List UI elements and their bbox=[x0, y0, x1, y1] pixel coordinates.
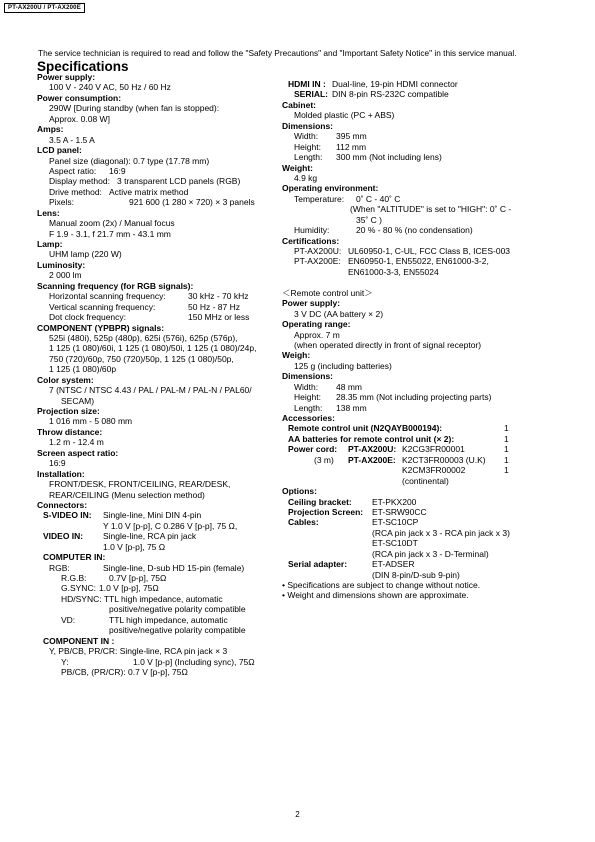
spec-text: ET-PKX200 bbox=[372, 496, 417, 507]
spec-text: • Weight and dimensions shown are approximate. bbox=[282, 590, 469, 601]
spec-text: Height: bbox=[294, 392, 321, 403]
spec-text: FRONT/DESK, FRONT/CEILING, REAR/DESK, bbox=[49, 479, 231, 490]
spec-heading: Ceiling bracket: bbox=[288, 496, 352, 507]
spec-text: Length: bbox=[294, 402, 323, 413]
spec-text: Temperature: bbox=[294, 193, 345, 204]
spec-text: • Specifications are subject to change without notice. bbox=[282, 580, 481, 590]
spec-text: 50 Hz - 87 Hz bbox=[188, 301, 240, 312]
spec-text: UL60950-1, C-UL, FCC Class B, ICES-003 bbox=[348, 246, 511, 256]
spec-heading: Projection Screen: bbox=[288, 506, 364, 517]
spec-text: 4.9 kg bbox=[294, 172, 318, 183]
spec-text: Pixels: bbox=[49, 197, 75, 208]
spec-text: F 1.9 - 3.1, f 21.7 mm - 43.1 mm bbox=[49, 228, 171, 239]
spec-heading: Lens: bbox=[37, 207, 60, 218]
spec-text: (When "ALTITUDE" is set to "HIGH": 0˚ C - bbox=[350, 204, 512, 215]
spec-text: Width: bbox=[294, 131, 319, 142]
spec-heading: Accessories: bbox=[282, 413, 335, 423]
spec-text: positive/negative polarity compatible bbox=[109, 625, 246, 636]
spec-text: REAR/CEILING (Menu selection method) bbox=[49, 489, 205, 500]
spec-text: EN61000-3-3, EN55024 bbox=[348, 266, 439, 277]
spec-text: Aspect ratio: bbox=[49, 165, 97, 176]
spec-heading: PT-AX200E: bbox=[348, 454, 396, 465]
spec-text: SECAM) bbox=[61, 395, 95, 406]
spec-text: UHM lamp (220 W) bbox=[49, 249, 122, 260]
spec-heading: Operating range: bbox=[282, 319, 351, 330]
spec-text: Vertical scanning frequency: bbox=[49, 301, 156, 312]
spec-text: 3 transparent LCD panels (RGB) bbox=[117, 176, 241, 187]
spec-text: 20 % - 80 % (no condensation) bbox=[356, 225, 473, 236]
spec-text: 3 V DC (AA battery × 2) bbox=[294, 308, 384, 319]
spec-text: 150 MHz or less bbox=[188, 312, 250, 323]
spec-heading: Amps: bbox=[37, 124, 64, 135]
spec-heading: Remote control unit (N2QAYB000194): bbox=[288, 423, 443, 434]
spec-heading: Power supply: bbox=[282, 298, 341, 309]
spec-heading: Cabinet: bbox=[282, 99, 316, 110]
spec-text: 2 000 lm bbox=[49, 270, 82, 281]
spec-text: 125 g (including batteries) bbox=[294, 360, 392, 371]
spec-text: Y: bbox=[61, 656, 69, 667]
spec-text: 1 125 (1 080)/60p bbox=[49, 364, 117, 375]
spec-heading: Connectors: bbox=[37, 499, 88, 510]
spec-heading: Screen aspect ratio: bbox=[37, 447, 119, 458]
spec-heading: COMPONENT IN : bbox=[43, 635, 115, 646]
spec-heading: Weigh: bbox=[282, 350, 311, 361]
spec-heading: Power cord: bbox=[288, 444, 338, 455]
spec-text: 138 mm bbox=[336, 402, 367, 413]
spec-heading: HDMI IN : bbox=[288, 79, 326, 89]
spec-text: 300 mm (Not including lens) bbox=[336, 152, 442, 163]
intro-note: The service technician is required to read and follow the "Safety Precautions" and "Important Safety Notice" in this service manual. bbox=[38, 48, 517, 58]
spec-heading: Serial adapter: bbox=[288, 559, 348, 570]
spec-heading: Weight: bbox=[282, 162, 314, 173]
spec-heading: VIDEO IN: bbox=[43, 531, 84, 542]
spec-text: 1 bbox=[504, 444, 509, 455]
spec-text: 0.7V [p-p], 75Ω bbox=[109, 573, 167, 583]
spec-text: EN60950-1, EN55022, EN61000-3-2, bbox=[348, 256, 489, 267]
spec-text: 1 125 (1 080)/60i, 1 125 (1 080)/50i, 1 125 (1 080)/24p, bbox=[49, 343, 257, 354]
spec-text: 3.5 A - 1.5 A bbox=[49, 134, 95, 145]
spec-text: VD: bbox=[61, 614, 76, 625]
spec-text: K2CT3FR00003 (U.K) bbox=[402, 454, 486, 465]
spec-text: 1 bbox=[504, 454, 509, 465]
spec-text: 1 bbox=[504, 465, 509, 476]
spec-text: 48 mm bbox=[336, 381, 362, 392]
spec-text: 395 mm bbox=[336, 131, 367, 142]
spec-text: 290W [During standby (when fan is stopped): bbox=[49, 103, 220, 114]
spec-text: 1.0 V [p-p] (Including sync), 75Ω bbox=[133, 656, 255, 667]
spec-text: 16:9 bbox=[49, 458, 66, 469]
spec-text: 1 016 mm - 5 080 mm bbox=[49, 416, 133, 427]
spec-text: Drive method: bbox=[49, 186, 102, 197]
spec-text: ET-SC10DT bbox=[372, 538, 418, 549]
spec-text: 7 (NTSC / NTSC 4.43 / PAL / PAL-M / PAL-N / PAL60/ bbox=[49, 385, 252, 396]
spec-text: Single-line, D-sub HD 15-pin (female) bbox=[103, 562, 245, 573]
spec-text: (3 m) bbox=[314, 454, 334, 465]
spec-text: Dual-line, 19-pin HDMI connector bbox=[332, 79, 458, 89]
spec-heading: Power consumption: bbox=[37, 92, 122, 103]
spec-text: ET-ADSER bbox=[372, 559, 415, 570]
spec-text: Panel size (diagonal): 0.7 type (17.78 mm) bbox=[49, 155, 210, 166]
spec-text: (DIN 8-pin/D-sub 9-pin) bbox=[372, 569, 460, 580]
spec-text: 921 600 (1 280 × 720) × 3 panels bbox=[129, 197, 255, 208]
spec-heading: Dimensions: bbox=[282, 120, 334, 131]
spec-text: (RCA pin jack x 3 - RCA pin jack x 3) bbox=[372, 527, 510, 538]
spec-text: Width: bbox=[294, 381, 319, 392]
spec-heading: Installation: bbox=[37, 468, 85, 479]
spec-heading: COMPUTER IN: bbox=[43, 552, 106, 563]
spec-text: Height: bbox=[294, 141, 321, 152]
spec-text: (when operated directly in front of signal receptor) bbox=[294, 339, 482, 350]
spec-text: PB/CB, (PR/CR): 0.7 V [p-p], 75Ω bbox=[61, 666, 188, 677]
spec-text: 0˚ C - 40˚ C bbox=[356, 193, 401, 204]
spec-text: PT-AX200U: bbox=[294, 246, 342, 256]
spec-text: 28.35 mm (Not including projecting parts) bbox=[336, 392, 492, 403]
spec-text: PT-AX200E: bbox=[294, 256, 341, 267]
spec-text: ＜Remote control unit＞ bbox=[282, 287, 373, 298]
spec-text: Dot clock frequency: bbox=[49, 312, 127, 323]
spec-text: Y, PB/CB, PR/CR: Single-line, RCA pin jack × 3 bbox=[49, 646, 228, 657]
model-header: PT-AX200U / PT-AX200E bbox=[4, 3, 85, 13]
spec-text: Display method: bbox=[49, 176, 110, 187]
spec-text: 1.0 V [p-p], 75 Ω bbox=[103, 541, 166, 552]
spec-heading: S-VIDEO IN: bbox=[43, 510, 92, 521]
spec-heading: Power supply: bbox=[37, 72, 96, 82]
spec-text: ET-SC10CP bbox=[372, 517, 419, 528]
spec-heading: Options: bbox=[282, 486, 317, 497]
spec-heading: Cables: bbox=[288, 517, 319, 528]
spec-text: 16:9 bbox=[109, 165, 126, 176]
spec-text: Approx. 0.08 W] bbox=[49, 113, 110, 124]
spec-heading: Scanning frequency (for RGB signals): bbox=[37, 280, 194, 291]
spec-text: TTL high impedance, automatic bbox=[109, 614, 228, 625]
spec-heading: Throw distance: bbox=[37, 426, 103, 437]
spec-text: 1 bbox=[504, 433, 509, 444]
spec-text: 750 (720)/60p, 750 (720)/50p, 1 125 (1 080)/50p, bbox=[49, 353, 234, 364]
spec-heading: SERIAL: bbox=[294, 89, 328, 100]
spec-text: Molded plastic (PC + ABS) bbox=[294, 110, 395, 121]
spec-text: (continental) bbox=[402, 475, 449, 486]
spec-text: 1 bbox=[504, 423, 509, 434]
spec-text: 35˚ C ) bbox=[356, 214, 382, 225]
spec-heading: COMPONENT (YPBPR) signals: bbox=[37, 322, 165, 333]
spec-text: Manual zoom (2x) / Manual focus bbox=[49, 218, 175, 229]
spec-text: 100 V - 240 V AC, 50 Hz / 60 Hz bbox=[49, 82, 171, 93]
page-title: Specifications bbox=[37, 59, 129, 74]
spec-text: R.G.B: bbox=[61, 573, 87, 583]
spec-text: Single-line, Mini DIN 4-pin bbox=[103, 510, 202, 521]
spec-text: 1.0 V [p-p], 75Ω bbox=[99, 583, 159, 594]
spec-heading: Dimensions: bbox=[282, 371, 334, 382]
spec-text: 112 mm bbox=[336, 141, 367, 152]
spec-text: 525i (480i), 525p (480p), 625i (576i), 625p (576p), bbox=[49, 332, 238, 343]
spec-text: K2CM3FR00002 bbox=[402, 465, 466, 476]
spec-heading: Operating environment: bbox=[282, 183, 379, 194]
spec-text: Humidity: bbox=[294, 225, 330, 236]
spec-text: ET-SRW90CC bbox=[372, 506, 427, 517]
spec-heading: Lamp: bbox=[37, 239, 63, 249]
spec-text: Active matrix method bbox=[109, 186, 189, 197]
spec-text: Approx. 7 m bbox=[294, 329, 340, 340]
spec-text: 30 kHz - 70 kHz bbox=[188, 291, 249, 302]
spec-heading: AA batteries for remote control unit (× 2): bbox=[288, 433, 455, 444]
spec-heading: LCD panel: bbox=[37, 145, 82, 156]
spec-text: positive/negative polarity compatible bbox=[109, 604, 246, 615]
spec-text: RGB: bbox=[49, 562, 70, 573]
spec-heading: Projection size: bbox=[37, 406, 100, 416]
spec-text: Single-line, RCA pin jack bbox=[103, 531, 197, 542]
page-number: 2 bbox=[295, 810, 300, 819]
spec-text: 1.2 m - 12.4 m bbox=[49, 437, 104, 448]
spec-heading: Luminosity: bbox=[37, 259, 86, 270]
spec-text: HD/SYNC: TTL high impedance, automatic bbox=[61, 593, 223, 604]
spec-text: Horizontal scanning frequency: bbox=[49, 291, 166, 302]
spec-heading: Certifications: bbox=[282, 235, 340, 246]
spec-heading: Color system: bbox=[37, 374, 94, 385]
spec-text: G.SYNC: bbox=[61, 583, 96, 594]
spec-heading: PT-AX200U: bbox=[348, 444, 397, 455]
spec-text: (RCA pin jack x 3 - D-Terminal) bbox=[372, 548, 489, 559]
spec-text: DIN 8-pin RS-232C compatible bbox=[332, 89, 449, 100]
spec-text: Length: bbox=[294, 152, 323, 163]
spec-text: K2CG3FR00001 bbox=[402, 444, 465, 455]
spec-text: Y 1.0 V [p-p], C 0.286 V [p-p], 75 Ω, bbox=[103, 520, 238, 531]
